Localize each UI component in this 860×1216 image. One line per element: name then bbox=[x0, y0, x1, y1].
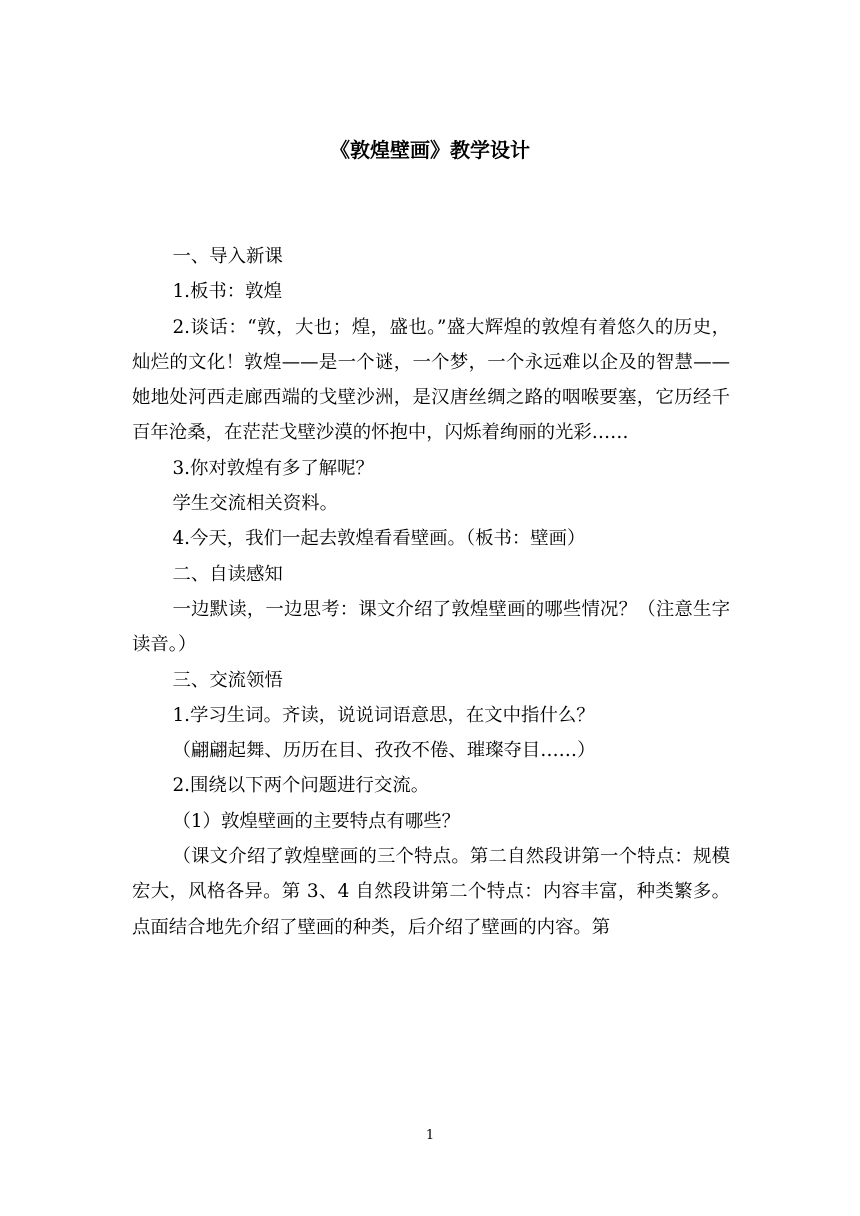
paragraph-student-exchange: 学生交流相关资料。 bbox=[172, 493, 338, 515]
paragraph-today: 4.今天，我们一起去敦煌看看壁画。（板书：壁画） bbox=[172, 528, 586, 550]
section-heading-exchange: 三、交流领悟 bbox=[172, 669, 283, 691]
paragraph-vocabulary: 1.学习生词。齐读，说说词语意思，在文中指什么？ bbox=[172, 704, 595, 726]
paragraph-word-list: （翩翩起舞、历历在目、孜孜不倦、璀璨夺目……） bbox=[172, 740, 596, 762]
document-body bbox=[132, 239, 730, 945]
paragraph-talk: 2.谈话：“敦，大也；煌，盛也。”盛大辉煌的敦煌有着悠久的历史，灿烂的文化！敦煌——是一个谜，一个梦，一个永远难以企及的智慧——她地处河西走廊西端的戈壁沙洲，是汉唐丝绸之路的咽喉要塞，它历经千百年沧桑，在茫茫戈壁沙漠的怀抱中，闪烁着绚丽的光彩…… bbox=[132, 316, 730, 444]
section-heading-self-reading: 二、自读感知 bbox=[172, 563, 283, 585]
paragraph-discussion: 2.围绕以下两个问题进行交流。 bbox=[172, 775, 430, 797]
section-heading-intro: 一、导入新课 bbox=[172, 246, 283, 267]
page-number: 1 bbox=[425, 1128, 435, 1143]
paragraph-features: （课文介绍了敦煌壁画的三个特点。第二自然段讲第一个特点：规模宏大，风格各异。第 3、4 自然段讲第二个特点：内容丰富，种类繁多。点面结合地先介绍了壁画的种类，后介绍了壁画的内容。第 bbox=[132, 846, 730, 938]
paragraph-blackboard-writing: 1.板书：敦煌 bbox=[172, 281, 282, 303]
paragraph-question-one: （1）敦煌壁画的主要特点有哪些？ bbox=[172, 810, 461, 832]
document-title: 《敦煌壁画》教学设计 bbox=[330, 138, 530, 162]
paragraph-question: 3.你对敦煌有多了解呢？ bbox=[172, 457, 374, 479]
paragraph-silent-reading: 一边默读，一边思考：课文介绍了敦煌壁画的哪些情况？（注意生字读音。） bbox=[132, 598, 730, 656]
